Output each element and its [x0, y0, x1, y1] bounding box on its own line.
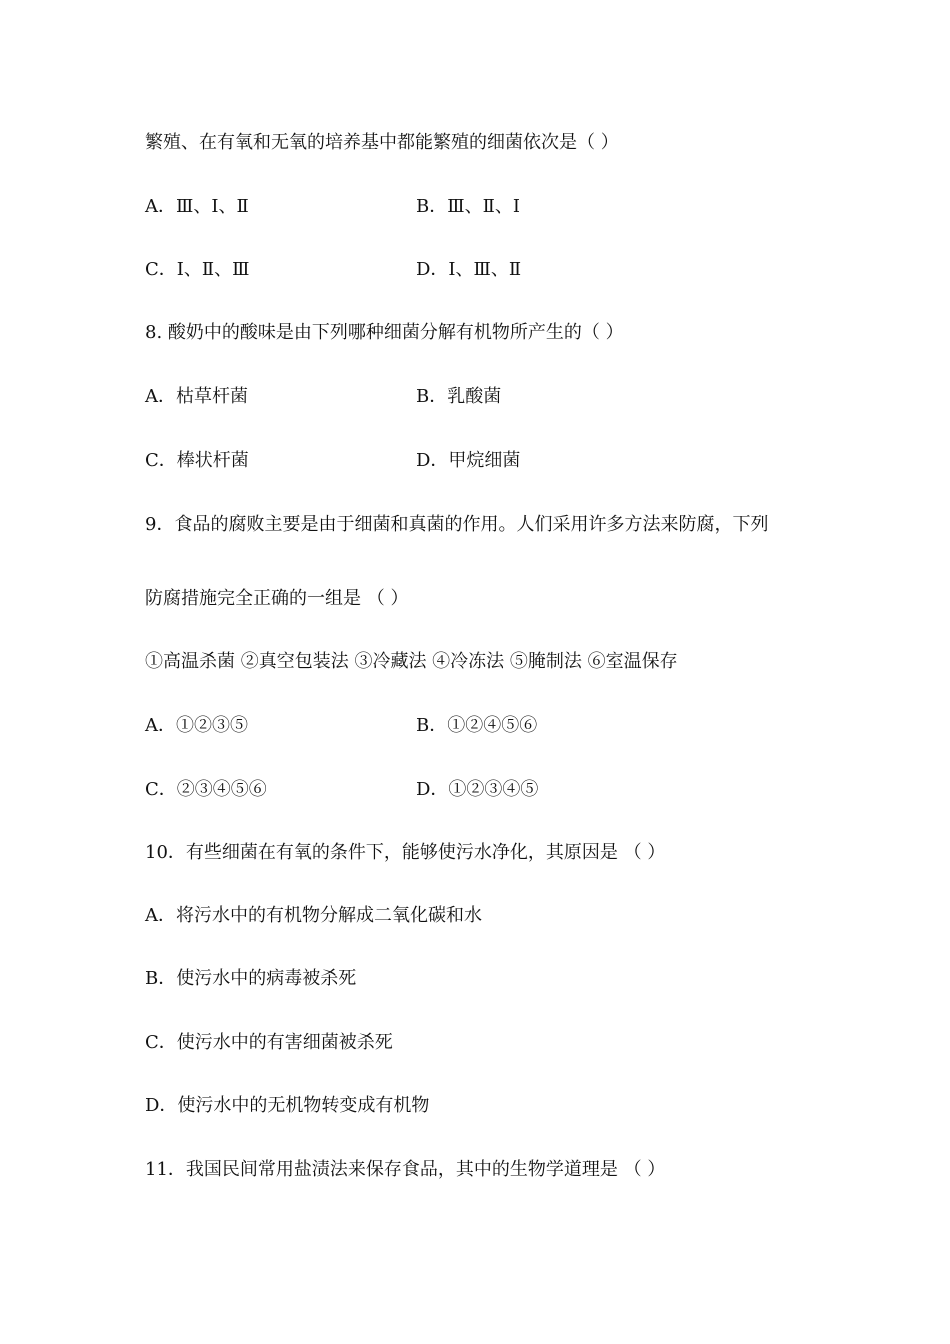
question-9-stem-line-2: 防腐措施完全正确的一组是 （ ）: [145, 588, 409, 609]
question-10-stem: 10．有些细菌在有氧的条件下，能够使污水净化，其原因是 （ ）: [145, 842, 666, 863]
question-9-option-c: C．②③④⑤⑥: [145, 779, 267, 800]
question-9-option-b: B．①②④⑤⑥: [416, 715, 538, 736]
question-10-option-d: D．使污水中的无机物转变成有机物: [145, 1095, 430, 1116]
question-7-option-b: B．Ⅲ、Ⅱ、Ⅰ: [416, 196, 520, 217]
question-10-option-c: C．使污水中的有害细菌被杀死: [145, 1032, 393, 1053]
question-7-option-c: C．Ⅰ、Ⅱ、Ⅲ: [145, 259, 250, 280]
question-10-option-a: A．将污水中的有机物分解成二氧化碳和水: [145, 905, 482, 926]
question-7-option-a: A．Ⅲ、Ⅰ、Ⅱ: [145, 196, 249, 217]
question-8-stem: 8. 酸奶中的酸味是由下列哪种细菌分解有机物所产生的（ ）: [145, 322, 624, 343]
question-7-stem-continuation: 繁殖、在有氧和无氧的培养基中都能繁殖的细菌依次是（ ）: [145, 132, 619, 153]
question-7-option-d: D．Ⅰ、Ⅲ、Ⅱ: [416, 259, 522, 280]
question-9-stem-line-1: 9．食品的腐败主要是由于细菌和真菌的作用。人们采用许多方法来防腐，下列: [145, 514, 769, 535]
question-10-option-b: B．使污水中的病毒被杀死: [145, 968, 357, 989]
question-11-stem: 11．我国民间常用盐渍法来保存食品，其中的生物学道理是 （ ）: [145, 1159, 666, 1180]
question-9-option-a: A．①②③⑤: [145, 715, 248, 736]
question-9-option-d: D．①②③④⑤: [416, 779, 539, 800]
question-8-option-a: A．枯草杆菌: [145, 386, 248, 407]
question-8-option-d: D．甲烷细菌: [416, 450, 521, 471]
question-9-methods: ①高温杀菌 ②真空包装法 ③冷藏法 ④冷冻法 ⑤腌制法 ⑥室温保存: [145, 651, 678, 672]
question-8-option-c: C．棒状杆菌: [145, 450, 249, 471]
question-8-option-b: B．乳酸菌: [416, 386, 502, 407]
